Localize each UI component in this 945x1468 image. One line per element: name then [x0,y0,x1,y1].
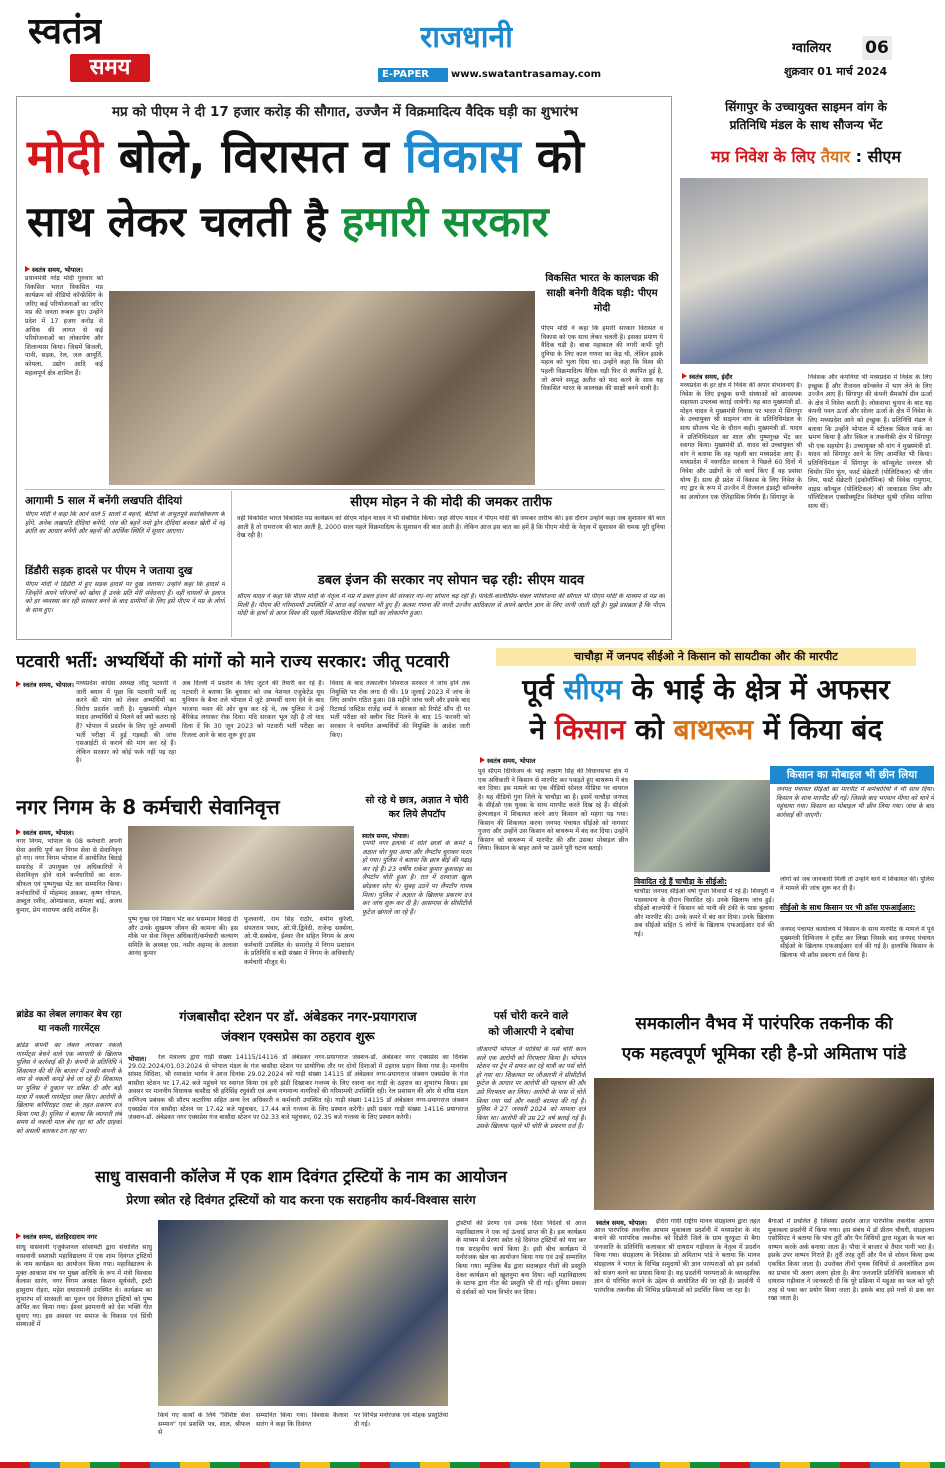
amitabh-head1: समकालीन वैभव में पारंपरिक तकनीक की [635,1014,893,1034]
ch-h1a: पूर्व [522,673,554,706]
logo-top: स्वतंत्र [28,10,103,52]
chachoda-sub1-text: चाचौड़ा जनपद सीईओ वर्षा गुप्ता विवादों में रहे हैं। शिवपुरी में पदस्थापना के दौरान विवादित रहे। उनके खिलाफ जांच हुई। सीईओ बाजपेयी ने किसान को पानी की टंकी के पास बुलाया और मारपीट की। उनके कमरे में बंद कर दिया। उनके खिलाफ अब सीईओ सहित 5 लोगों के खिलाफ एफआईआर दर्ज की गई। [634,888,774,938]
bullet-icon [480,757,485,763]
lead-h4: को [536,129,584,183]
purse-head2: को जीआरपी ने दबोचा [488,1026,574,1038]
college-cap2: सम्मानित किया गया। विश्वास कैलाश सारंग ने कहा कि दिवंगत [256,1412,348,1428]
bottom-color-bar [0,1462,945,1468]
box2-head: डिंडौरी सड़क हादसे पर पीएम ने जताया दुख [25,565,193,577]
lead-headline-line2 [27,193,667,251]
sg-col1: मध्यप्रदेश के हर क्षेत्र में निवेश की अपार संभावनाएं हैं। निवेश के लिए इच्छुक सभी संस्थाओं को आवश्यक सहायता उपलब्ध कराई जायेगी। यह बात मुख्यमंत्री डॉ. मोहन यादव ने मुख्यमंत्री निवास पर भारत में सिंगापुर के उच्चायुक्त श्री साइमन वांग के प्रतिनिधिमंडल के साथ सौजन्य भेंट के दौरान कही। मुख्यमंत्री डॉ. यादव ने प्रतिनिधिमंडल का शाल और पुष्पगुच्छ भेंट कर स्वागत किया। मुख्यमंत्री डॉ. यादव को उच्चायुक्त श्री वांग ने बताया कि वह पहली बार मध्यप्रदेश आए हैं। मध्यप्रदेश में नवगठित सरकार ने पिछले 60 दिनों में निवेश और उद्योगों के जो कार्य किए हैं वह प्रशंसा योग्य हैं। साथ ही प्रदेश में विकास के लिए निवेश के नए द्वार के रूप में उज्जैन में रीजनल इंडस्ट्री कॉन्क्लेव का आयोजन एक ऐतिहासिक निर्णय है। सिंगापुर के [680,382,802,501]
sg-col2: निवेशक और कंपनियां भी मध्यप्रदेश में निवेश के लिए इच्छुक हैं और रीजनल कॉन्क्लेव में भाग लेने के लिए उज्जैन आए हैं। सिंगापुर की कंपनी सैमकॉर्प ग्रीन ऊर्जा के क्षेत्र में निवेश करती है। लोकसभा चुनाव के बाद यह कंपनी पवन ऊर्जा और सोलर ऊर्जा के क्षेत्र में निवेश के लिए मध्यप्रदेश आने को इच्छुक है। प्रतिनिधि मंडल ने बताया कि उन्होंने भोपाल में स्टीलक स्किल पार्क का भ्रमण किया है और स्किल व तकनीकी क्षेत्र में सिंगापुर भी एक सहयोग है। उच्चायुक्त श्री वांग ने मुख्यमंत्री डॉ. यादव को सिंगापुर आने के लिए आमंत्रित भी किया। प्रतिनिधिमंडल में सिंगापुर के कॉन्सुलेट जनरल श्री चियोंग मिंग फूंग, फर्स्ट सेक्रेटरी (पोलिटिकल) श्री जीन लिम, फर्स्ट सेक्रेटरी (इकोनॉमिक) श्री विवेक रामुगाम, वाइस कॉन्सुल (पोलिटिकल) श्री जाकाडस लिम और पॉलिटिकल एक्सीक्यूटिव विशेषज्ञ सुश्री एलिस मारिया साथ थीं। [808,374,932,510]
ch-h2c: को [635,713,664,746]
ch-h1c: के भाई के क्षेत्र में अफसर [631,673,890,706]
amitabh-story [594,1008,934,1460]
epaper-label: E-PAPER [382,69,429,80]
lead-story [16,96,672,640]
bullet-icon [682,373,687,379]
masthead [0,0,945,92]
purse-text: जीआरपी भोपाल ने यात्रियों के पर्स चोरी करने वाले एक आरोपी को गिरफ्तार किया है। भोपाल स्टेशन पर ट्रेन में सफर कर रहे यात्री का पर्स चोरी हो गया था। शिकायत पर जीआरपी ने सीसीटीवी फुटेज के आधार पर आरोपी की पहचान की और उसे गिरफ्तार कर लिया। आरोपी के पास से चोरी किया गया पर्स और नकदी बरामद की गई है। पुलिस ने 27 जनवरी 2024 को मामला दर्ज किया था। आरोपी की उम्र 22 वर्ष बताई गई है। उसके खिलाफ पहले भी चोरी के प्रकरण दर्ज हैं। [476,1046,586,1131]
nigam-head: नगर निगम के 8 कर्मचारी सेवानिवृत्त [16,795,280,819]
laptop-head: सो रहे थे छात्र, अज्ञात ने चोरी कर लिये लैपटॉप [365,795,469,820]
purse-story [476,1008,586,1158]
ch-h2e: में किया बंद [763,713,883,746]
chachoda-photo [634,780,770,872]
nigam-story [16,792,354,1002]
train-byline: भोपाल। [128,1055,147,1063]
college-cap1: किये गए कार्यों के लिये "विशिष्ट सेवा सम्मान" एवं प्रशस्ति पत्र, शाल, श्रीफल से [158,1412,250,1437]
sg-head-a: मप्र निवेश के लिए [711,147,816,166]
sub1-head: सीएम मोहन ने की मोदी की जमकर तारीफ [350,495,552,510]
sub2-text: सीएम यादव ने कहा कि पीएम मोदी के नेतृत्व में मप्र में डबल इंजन की सरकार नए-नए सोपान चढ़ रही है। पार्वती-कालीसिंध-चंबल परियोजना की सौगात भी पीएम मोदी के माध्यम से मप्र को मिली है। पीएम की गरिमामयी उपस्थिति में आज कई नवाचार भी हुए हैं। कलश गणना की नगरी उज्जैन आदिकाल से अपने खगोल ज्ञान के लिए जानी जाती रही है। मुझे प्रसन्नता है कि पीएम मोदी के हाथों से आज विश्व की पहली विक्रमादित्य वैदिक घड़ी का लोकार्पण हुआ। [237,593,665,618]
lead-h2: बोले, विरासत व [118,129,389,183]
chachoda-col1: पूर्व सीएम दिग्विजय के भाई लक्ष्मण सिंह की विधानसभा क्षेत्र में एक अधिकारी ने किसान से मारपीट कर पकड़ते हुए बाथरूम में बंद कर दिया। इस मामले का एक वीडियो सोशल मीडिया पर वायरल है। यह वीडियो गुना जिले के चाचौड़ा का है। इसमें चाचौड़ा जनपद के सीईओ एक युवक के साथ मारपीट करते दिख रहे हैं। सीईओ हेल्पलाइन में शिकायत करने आए किसान को महंगा पड़ गया। किसान की शिकायत करना जनपद पंचायत सीईओ को नागवार गुजरा और उन्होंने उस किसान को बाथरूम में बंद कर दिया। उन्होंने किसान को बाथरूम में मारपीट की और उसका मोबाइल छीन लिया। किसान के बाहर आने पर उसने पूरी घटना बताई। [478,768,628,853]
chachoda-photo-tag: किसान का मोबाइल भी छीन लिया [770,766,934,784]
nigam-c3: फूलवानी, राम सिंह राठौर, शमीम कुरैशी, संपतराव पवार, ओ.पी.द्विवेदी, राजेन्द्र सक्सेना, ओ.पी.सक्सेना, ईश्वर जैन सहित निगम के अन्य कर्मचारी उपस्थित थे। समारोह में निगम प्रशासन के प्रतिनिधि व बड़ी संख्या में निगम के अधिकारी/कर्मचारी मौजूद थे। [244,916,354,966]
amitabh-byline: स्वतंत्र समय, भोपाल। [596,1219,647,1227]
chachoda-sub2: सीईओ के साथ किसान पर भी क्रॉस एफआईआर: [780,903,916,912]
nigam-photo [128,826,354,910]
patwari-byline-text: स्वतंत्र समय, भोपाल। [23,681,74,689]
patwari-story [16,648,470,788]
chachoda-sub1: विवादित रहे हैं चाचौड़ा के सीईओ: [634,877,728,886]
lead-h3: विकास [404,129,521,183]
sg-byline-text: स्वतंत्र समय, इंदौर [689,373,733,381]
nigam-c2: पुष्प गुच्छ एवं मिष्ठान भेंट कर ससम्मान बिदाई दी और उनके सुखमय जीवन की कामना की। इस मौके पर सेवा निवृत्त अधिकारी/कर्मचारी कल्याण समिति के अध्यक्ष एस. नसीर अहमद के अलावा आनंद कुमार [128,916,238,958]
nigam-byline [16,828,74,837]
lead-left-text: प्रधानमंत्री नरेंद्र मोदी गुरुवार को विकसित भारत विकसित मप्र कार्यक्रम को वीडियो कॉन्फ्रेंसिंग के जरिए कई परियोजनाओं का जरिए मप्र की जनता रूबरू हुए। उन्होंने प्रदेश में 17 हजार करोड़ से अधिक की लागत से कई परियोजनाओं का लोकार्पण और शिलान्यास किया। जिसमें बिजली, पानी, सड़क, रेल, जल आपूर्ति, कोयला, उद्योग आदि कई महत्वपूर्ण क्षेत्र शामिल हैं। [25,275,103,377]
section-title: राजधानी [420,20,513,55]
chachoda-kicker: चाचौड़ा में जनपद सीईओ ने किसान को सायटीका और की मारपीट [496,648,916,666]
ch-h2b: किसान [554,713,626,746]
lead-h6: हमारी सरकार [341,197,549,246]
lead-side-text: पीएम मोदी ने कहा कि हमारी सरकार विरासत व विकास को एक साथ लेकर चलती है। इसका प्रमाण ये वैदिक घड़ी है। बाबा महाकाल की नगरी कभी पूरी दुनिया के लिए काल गणना का केंद्र थी, लेकिन इसके महत्व को भुला दिया था। उन्होंने कहा कि विश्व की पहली विक्रमादित्य वैदिक घड़ी फिर से स्थापित हुई है, जो अपने समृद्ध अतीत को याद करने के साथ यह विकसित भारत के कालचक्र की साक्षी बनने वाली है। [541,325,663,393]
college-byline-text: स्वतंत्र समय, संतहिरदाराम नगर [23,1233,97,1241]
chachoda-story [478,646,934,1006]
chachoda-byline-text: स्वतंत्र समय, भोपाल [487,757,536,765]
amitabh-c1: इंदिरा गांधी राष्ट्रीय मानव संग्रहालय द्वारा तहत आज पारंपरिक तकनीक आयाम मुकाबला प्रदर्शनी में मध्यप्रदेश के मंद बनाने की पारंपरिक तकनीक को दिंडोरी जिले के ग्राम धुरकुटा से बैगा जनजाति के प्रतिनिधि कलाकार श्री दायराम गड़ीवाल के नेतृत्व में प्रदर्शन किया गया। संग्रहालय के निदेशक प्रो अमिताभ पांडे ने बताया कि मानव संग्रहालय ने भारत के विभिन्न समुदायों की ज्ञान परम्पराओं को हम दर्शकों को सजग करने का प्रयास किया है। यह प्रदर्शनी परम्पराओं के व्यावहारिक ज्ञान से परिचित कराने के उद्देश्य से आयोजित की जा रही है। प्रदर्शनी में पारंपरिक तकनीक की विभिन्न प्रक्रियाओं को प्रदर्शित किया जा रहा है। [594,1218,760,1294]
lead-byline [25,265,83,274]
chachoda-headline-2 [478,710,934,750]
lead-photo [109,291,535,485]
ch-h2d: बाथरूम [673,713,754,746]
college-story [16,1164,586,1460]
lead-byline-text: स्वतंत्र समय, भोपाल। [32,266,83,274]
garments-head: ब्रांडेड का लेबल लगाकर बेच रहा था नकली गारमेंट्स [16,1010,122,1034]
train-text: रेल मंत्रालय द्वारा गाड़ी संख्या 14115/14116 डॉ अंबेडकर नगर-प्रयागराज जंक्शन-डॉ. अंबेडकर नगर एक्सप्रेस का दिनांक 29.02.2024/01.03.2024 से भोपाल मंडल के गंज बासौदा स्टेशन पर प्रायोगिक तौर पर दोनों दिशाओं में ठहराव प्रदान किया गया है। माननीय सांसद विदिशा, श्री रमाकांत भार्गव ने आज दिनांक 29.02.2024 को गाड़ी संख्या 14115 डॉ अंबेडकर नगर-प्रयागराज जंक्शन एक्सप्रेस के गंज बासौदा स्टेशन पर 17.42 बजे पहुंचने पर स्वागत किया एवं हरी झंडी दिखाकर गन्तव्य के लिए रवाना कर गाड़ी के ठहराव का शुभारंभ किया। इस अवसर पर माननीय विधायक बासौदा श्री हरिसिंह रघुवंशी एवं अन्य गणमान्य नागरिकों की गरिमामयी उपस्थिति रही। रेल प्रशासन की ओर से वरिष्ठ मंडल वाणिज्य प्रबंधक श्री सौरभ कटारिया सहित अन्य रेल अधिकारी व कर्मचारी उपस्थित रहे। गाड़ी संख्या 14115 डॉ अंबेडकर नगर-प्रयागराज जंक्शन एक्सप्रेस गंज बासौदा स्टेशन पर 17.42 बजे पहुंचकर, 17.44 बजे गन्तव्य के लिए प्रस्थान करेगी। इसी प्रकार गाड़ी संख्या 14116 प्रयागराज जंक्शन-डॉ. अंबेडकर नगर एक्सप्रेस गंज बासौदा स्टेशन पर 02.33 बजे पहुंचकर, 02.35 बजे गन्तव्य के लिए प्रस्थान करेगी। [128,1054,468,1122]
train-head2: जंक्शन एक्सप्रेस का ठहराव शुरू [221,1030,375,1045]
city-label: ग्वालियर [792,41,832,56]
lead-h5: साथ लेकर चलती है [27,197,328,246]
sg-head-b: तैयार [820,147,851,166]
chachoda-quote: जनपद पंचायत सीईओ का मारपीट में कर्मचारियों ने भी साथ दिया। किसान के साथ मारपीट की गई। जिसके बाद भगवान मीणा को थाने में पहुंचाया गया। किसान का मोबाइल भी छीन लिया गया। जांच के बाद कार्रवाई की जाएगी। [776,786,934,819]
singapore-story [680,96,932,640]
laptop-text: एमपी नगर इलाके में सोते छात्रों के कमरे में अज्ञात चोर घुस आया और लैपटॉप चुराकर फरार हो गया। पुलिस ने बताया कि छात्र बीई की पढ़ाई कर रहे हैं। 23 वर्षीय राकेश कुमार कुशवाहा का लैपटॉप चोरी हुआ है। रात में दरवाजा खुला छोड़कर सोए थे। सुबह उठने पर लैपटॉप गायब मिला। पुलिस ने अज्ञात के खिलाफ प्रकरण दर्ज कर जांच शुरू कर दी है। आसपास के सीसीटीवी फुटेज खंगाले जा रहे हैं। [362,840,472,916]
college-head1: साधु वासवानी कॉलेज में एक शाम दिवंगत ट्रस्टियों के नाम का आयोजन [95,1167,507,1186]
patwari-c3: विवाद के बाद तत्कालीन शिवराज सरकार ने जांच होने तक नियुक्ति पर रोक लगा दी थी। 19 जुलाई 2023 में जांच के लिए आयोग गठित हुआ। 08 महीने जांच चली और इसके बाद रिटायर्ड जस्टिस राजेंद्र वर्मा ने सरकार को रिपोर्ट सौंप दी पर भर्ती परीक्षा को क्लीन चिट मिलने के बाद 15 फरवरी को सरकार ने चयनित अभ्यर्थियों की नियुक्ति के आदेश जारी किए। [330,680,470,739]
ch-h2a: ने [529,713,546,746]
nigam-c1: नगर निगम, भोपाल के 08 कर्मचारी अपनी सेवा अवधि पूर्ण कर निगम सेवा से सेवानिवृत्त हो गए। नगर निगम भोपाल में आयोजित बिदाई समारोह में उपायुक्त एवं अधिकारियों ने सेवानिवृत्त होने वाले कर्मचारियों का शाल-श्रीफल एवं पुष्पगुच्छ भेंट कर सम्मानित किया। कर्मचारियों में मोहम्मद अकबर, कृष्ण गोपाल, अब्दुल रशीद, ओमप्रकाश, कमला बाई, अजय कुमार, प्रेम नारायण आदि शामिल हैं। [16,838,122,914]
sub2-head: डबल इंजन की सरकार नए सोपान चढ़ रही: सीएम यादव [317,573,585,588]
garments-text: ब्रांडेड कंपनी का लेबल लगाकर नकली गारमेंट्स बेचने वाले एक व्यापारी के खिलाफ पुलिस ने कार्रवाई की है। कंपनी के प्रतिनिधि ने शिकायत की थी कि बाजार में उनकी कंपनी के नाम से नकली कपड़े बेचे जा रहे हैं। शिकायत पर पुलिस ने दुकान पर दबिश दी और बड़ी मात्रा में नकली गारमेंट्स जब्त किए। आरोपी के खिलाफ कॉपीराइट एक्ट के तहत प्रकरण दर्ज किया गया है। पुलिस ने बताया कि व्यापारी लंबे समय से नकली माल बेच रहा था और ग्राहकों को असली बताकर ठग रहा था। [16,1042,122,1135]
amitabh-c2: बैगाओं में प्रचलित है जिसका प्रदर्शन आज पारंपरिक तकनीक आयाम मुकाबला प्रदर्शनी में किया गया। इस संबंध में डॉ प्रीतम चौधरी, संग्रहालय एसोसिएट ने बताया कि पांच तुर्री और पैन विधियों द्वारा महुआ के फल का वाष्पन करके अर्क बनाया जाता है। पौधा ने बाजार से तैयार पानी भरा है। इसके उपर वाष्पन गिराते हैं। तुर्री तरह तुर्री और पैन से शोधन किया द्रव्य एकत्रित किया जाता है। उपरोक्त तीनों पृथक विधियों से अवलोकित द्रव्य का प्रभाव भी अलग अलग होता है। बैगा जनजाति प्रतिनिधि कलाकार श्री दायराम गड़ीवाल ने जानकारी दी कि पूरे प्रक्रिया में महुआ का फल को पूरी तरह से पका कर प्रयोग किया जाता है। इसके बाद इसे पत्तों से ढक कर रखा जाता है। [768,1218,934,1303]
amitabh-head2: एक महत्वपूर्ण भूमिका रही है-प्रो अमिताभ पांडे [621,1044,907,1064]
patwari-c2: अब दिल्ली में प्रदर्शन के लिए जुटने की तैयारी कर रहे हैं। पटवारी ने बताया कि बुधवार को जब नेशनल एजुकेटेड यूथ यूनियन के बैनर तले भोपाल में जुटे अभ्यर्थी धरना देने के बाद भाजपा भवन की ओर कूच कर रहे थे, तब पुलिस ने उन्हें बैरिकेड लगाकर रोक दिया। यदि सरकार भूल रही है तो याद दिला दें कि 30 जून 2023 को पटवारी भर्ती परीक्षा का रिजल्ट आने के बाद शुरू हुए इस [182,680,324,739]
college-head2: प्रेरणा स्त्रोत रहे दिवंगत ट्रस्टियों को याद करना एक सराहनीय कार्य-विश्वास सारंग [126,1193,476,1207]
lead-kicker: मप्र को पीएम ने दी 17 हजार करोड़ की सौगात, उज्जैन में विक्रमादित्य वैदिक घड़ी का शुभारंभ [111,104,579,120]
train-story [128,1008,468,1158]
sg-headline [680,144,932,170]
laptop-story [362,794,472,1004]
college-c1: साधु वासवानी एजुकेशनल सोसायटी द्वारा संचालित साधु वासवानी स्वशासी महाविद्यालय में एक शाम दिवंगत ट्रस्टियों के नाम कार्यक्रम का आयोजन किया गया। महाविद्यालय के मुक्त आकाश मंच पर मुख्य अतिथि के रूप में मंत्री विश्वास कैलाश सारंग, नगर निगम अध्यक्ष किशन सूर्यवंशी, ट्रस्टी हासुराम रोहरा, महेश दयारामानी उपस्थित थे। कार्यक्रम का शुभारंभ माँ सरस्वती का पूजन एवं दिवंगत ट्रस्टियों को पुष्प अर्पित कर किया गया। ईश्वर झामनानी को देश भक्ति गीत सुनाए गए। इस अवसर पर समाज के विकास एवं सिंधी संस्थाओं में [16,1244,152,1329]
bullet-icon [16,681,21,687]
lead-side-head: विकसित भारत के कालचक्र की साक्षी बनेगी वैदिक घड़ी: पीएम मोदी [545,273,659,314]
patwari-c1: मध्यप्रदेश कांग्रेस अध्यक्ष जीतू पटवारी ने जारी बयान में पूछा कि पटवारी भर्ती रद्द करने की मांग को लेकर अभ्यर्थियों का विरोध प्रदर्शन जारी है। मुख्यमंत्री मोहन यादव अभ्यर्थियों से मिलने को क्यों कतरा रहे हैं? भोपाल में प्रदर्शन के लिए जुटे अभ्यर्थी भर्ती परीक्षा में हुई गड़बड़ी की जांच एसआईटी से कराने की मांग कर रहे हैं। लेकिन सरकार को कोई फर्क नहीं पड़ रहा है। [76,680,176,765]
chachoda-byline [480,756,536,765]
laptop-byline: स्वतंत्र समय, भोपाल। [362,833,410,840]
site-url[interactable]: www.swatantrasamay.com [448,68,606,82]
bullet-icon [16,829,21,835]
sg-photo [680,178,928,364]
ch-h1b: सीएम [563,673,622,706]
sg-byline [682,372,732,381]
college-cap3: पर विभिन्न मनोरंजक एवं मोहक प्रस्तुतियां दी गई। [354,1412,448,1428]
logo [28,10,168,86]
chachoda-col3a: लोगों को जब जानकारी मिली तो उन्होंने थाने में शिकायत की। पुलिस ने मामले की जांच शुरू कर दी है। [780,876,934,892]
garments-story [16,1008,122,1158]
sg-kicker1: सिंगापुर के उच्चायुक्त साइमन वांग के [725,100,887,114]
patwari-head: पटवारी भर्ती: अभ्यर्थियों की मांगों को माने राज्य सरकार: जीतू पटवारी [16,652,450,672]
college-photo [158,1220,448,1406]
college-byline [16,1232,97,1241]
divider [25,489,665,490]
page-number: 06 [862,36,892,60]
issue-date: शुक्रवार 01 मार्च 2024 [784,65,888,78]
sg-head-c: : सीएम [855,147,901,166]
box2-text: पीएम मोदी ने डिंडौरी में हुए सड़क हादसे पर दुख जताया। उन्होंने कहा कि हादसे में जिन्होंने अपने परिजनों को खोया है उनके प्रति मेरी संवेदनाएं हैं। वहीं घायलों के इलाज को हर व्यवस्था कर रही सरकार बनने के बाद ग्रामीणों के लिए इसे पीएम ने मप्र के लोगों के साथ हुए। [25,581,225,614]
purse-head1: पर्स चोरी करने वाले [493,1010,569,1022]
logo-bottom: समय [70,54,150,82]
chachoda-sub2-text: जनपद पंचायत कार्यालय में किसान के साथ मारपीट के मामले में पूर्व मुख्यमंत्री दिग्विजय ने ट्वीट कर लिखा जिसके बाद जनपद पंचायत सीईओ के खिलाफ एफआईआर दर्ज की गई है। हालांकि किसान के खिलाफ भी क्रॉस प्रकरण दर्ज किया है। [780,926,934,959]
lead-h1: मोदी [27,129,103,183]
box1-head: आगामी 5 साल में बनेंगी लखपति दीदियां [25,495,183,507]
nigam-byline-text: स्वतंत्र समय, भोपाल। [23,829,74,837]
patwari-byline [16,680,74,689]
bullet-icon [25,266,30,272]
amitabh-photo [594,1078,934,1210]
college-c2: ट्रस्टियों की प्रेरणा एवं उनके दिशा निर्देशों से आज महाविद्यालय ने एक नई ऊंचाई प्राप्त की है। इस कार्यक्रम के माध्यम से प्रेरणा स्त्रोत रहे दिवंगत ट्रस्टियों को याद कर एक सराहनीय कार्य किया है। इसी बीच कार्यक्रम में मनोरंजक खेल का आयोजन किया गया एवं उन्हें सम्मानित किया गया। म्यूजिक बैंड द्वारा सदाबहार गीतों की प्रस्तुति देकर कार्यक्रम को खुशनुमा बना दिया। वहीं महाविद्यालय के स्टाफ द्वारा गीत की प्रस्तुति भी दी गई। दुनिया प्रकाश से दर्शकों को भाव विभोर कर दिया। [456,1220,586,1296]
chachoda-headline-1 [478,670,934,710]
train-head1: गंजबासौदा स्टेशन पर डॉ. अंबेडकर नगर-प्रयागराज [179,1010,417,1025]
box1-text: पीएम मोदी ने कहा कि आने वाले 5 सालों में बहनों, बेटियों के अभूतपूर्व सशक्तिकरण के होंगे, अनेक लखपति दीदियां बनेंगी, गांव की बहनें नमो ड्रोन दीदियां बनकर खेती में नई क्रांति का आधार बनेंगी और बहनों की आर्थिक स्थिति में सुधार आएगा। [25,511,225,536]
sg-kicker2: प्रतिनिधि मंडल के साथ सौजन्य भेंट [729,118,883,132]
lead-headline-line1 [27,127,667,185]
sub1-text: वहीं विकसित भारत विकसित मप्र कार्यक्रम को सीएम मोहन यादव ने भी संबोधित किया। जहां सीएम यादव ने पीएम मोदी की जमकर तारीफ की। इस दौरान उन्होंने कहा जब सुशासन की बात आती है तो रामराज्य की बात आती है, 2000 साल पहले विक्रमादित्य के सुशासन की बात आती है। लेकिन आज इस बात का हमें है कि पीएम मोदी के नेतृत्व में सुशासन की धमक पूरी दुनिया देख रही है। [237,515,665,540]
bullet-icon [16,1233,21,1239]
divider [231,491,232,637]
